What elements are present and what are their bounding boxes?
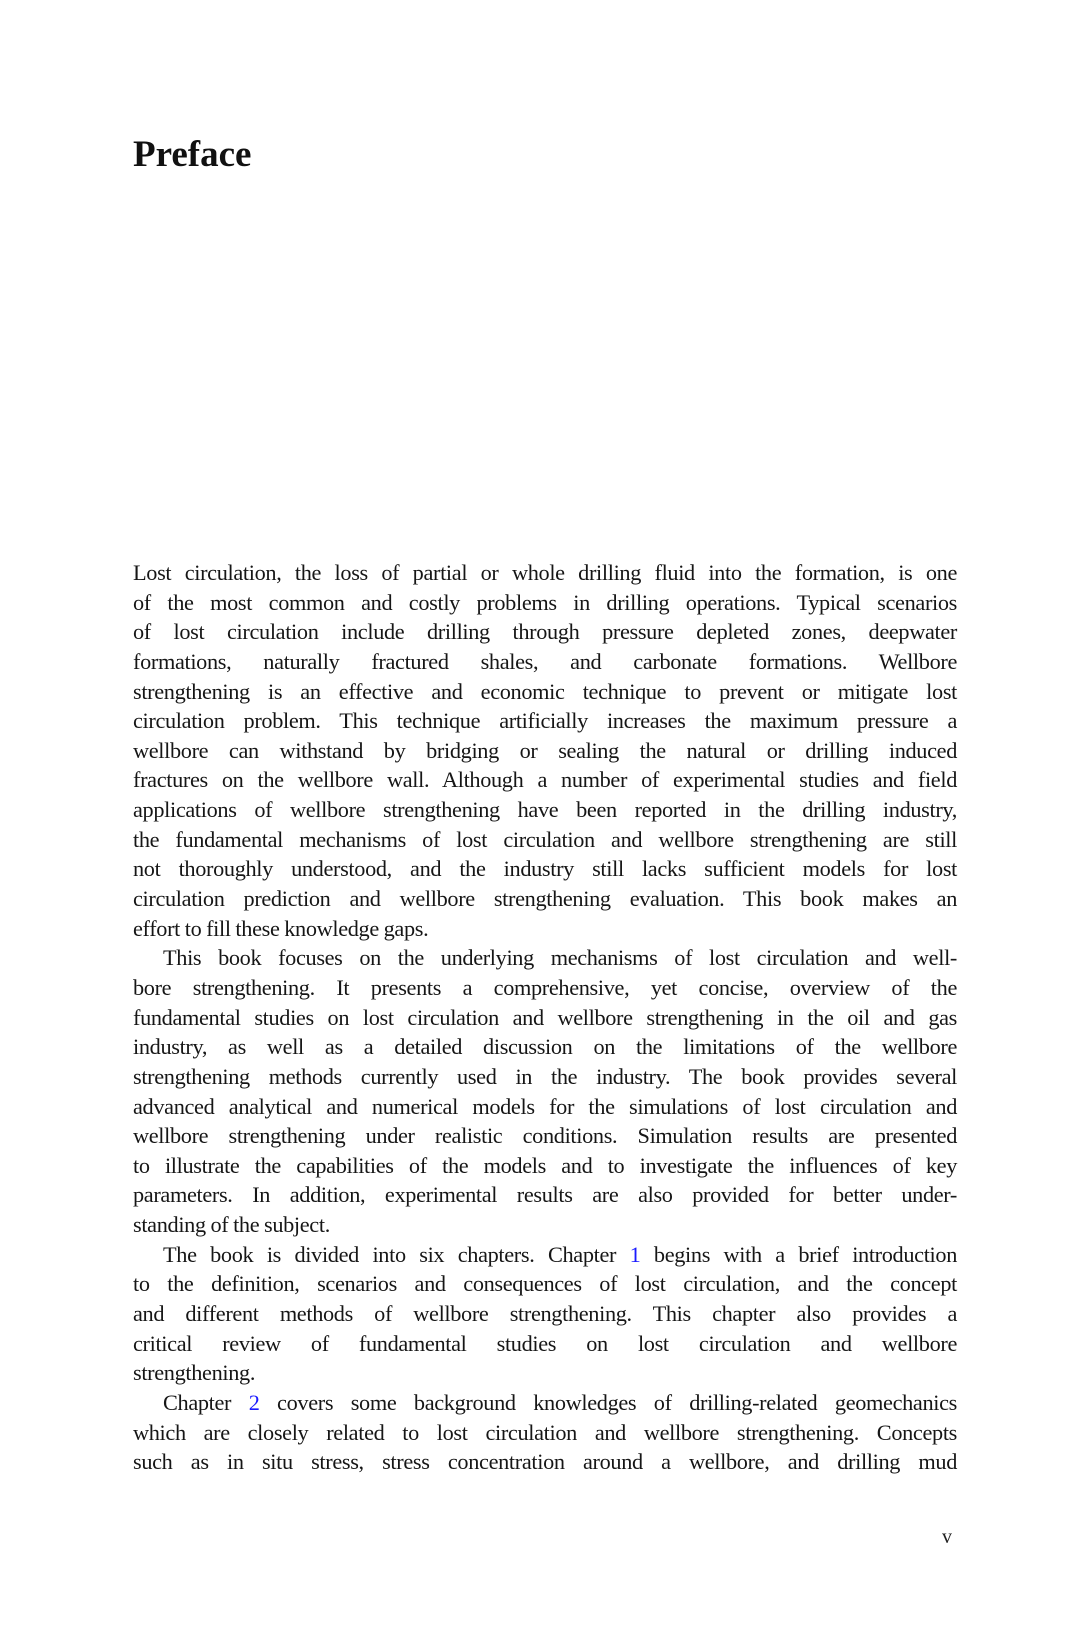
text-line: bore strengthening. It presents a comprehensive, yet concise, overview of the (133, 974, 957, 1000)
text-line: Lost circulation, the loss of partial or whole drilling fluid into the formation, is one (133, 560, 957, 585)
text-line: strengthening is an effective and economic technique to prevent or mitigate lost (133, 678, 957, 704)
text-line (133, 1388, 957, 1418)
text-line: applications of wellbore strengthening have been reported in the drilling industry, (133, 797, 957, 823)
text-line: which are closely related to lost circulation and wellbore strengthening. Concepts (133, 1419, 957, 1445)
text-line: formations, naturally fractured shales, and carbonate formations. Wellbore (133, 648, 957, 674)
text-line (133, 1240, 957, 1270)
preface-body (133, 558, 957, 1477)
text-line: fundamental studies on lost circulation and wellbore strengthening in the oil and gas (133, 1004, 957, 1030)
text-span: Chapter (163, 1389, 249, 1415)
paragraph-chapter-2 (133, 1388, 957, 1477)
paragraph-chapter-1 (133, 1240, 957, 1388)
chapter-2-link[interactable]: 2 (248, 1389, 260, 1415)
text-line: not thoroughly understood, and the industry still lacks sufficient models for lost (133, 856, 957, 882)
text-line: to illustrate the capabilities of the models and to investigate the influences of key (133, 1152, 957, 1178)
text-line: advanced analytical and numerical models for the simulations of lost circulation and (133, 1093, 957, 1119)
page-number: v (942, 1526, 952, 1548)
text-line: strengthening methods currently used in the industry. The book provides several (133, 1063, 957, 1089)
text-line: parameters. In addition, experimental results are also provided for better under- (133, 1182, 957, 1208)
text-line: to the definition, scenarios and consequences of lost circulation, and the concept (133, 1271, 957, 1297)
paragraph-intro (133, 558, 957, 943)
chapter-1-link[interactable]: 1 (629, 1241, 641, 1267)
page-title: Preface (133, 134, 252, 175)
text-line: the fundamental mechanisms of lost circulation and wellbore strengthening are still (133, 826, 957, 852)
text-line: of the most common and costly problems in drilling operations. Typical scenarios (133, 589, 957, 615)
text-line: industry, as well as a detailed discussion on the limitations of the wellbore (133, 1034, 957, 1060)
text-line: wellbore can withstand by bridging or sealing the natural or drilling induced (133, 737, 957, 763)
text-line: effort to fill these knowledge gaps. (133, 915, 429, 941)
text-line: This book focuses on the underlying mechanisms of lost circulation and well- (163, 945, 957, 971)
text-line: such as in situ stress, stress concentration around a wellbore, and drilling mud (133, 1449, 957, 1475)
text-line: standing of the subject. (133, 1212, 330, 1238)
text-line: circulation problem. This technique artificially increases the maximum pressure a (133, 708, 957, 734)
text-line: fractures on the wellbore wall. Although a number of experimental studies and field (133, 767, 957, 793)
text-line: critical review of fundamental studies on lost circulation and wellbore (133, 1330, 957, 1356)
text-line: circulation prediction and wellbore strengthening evaluation. This book makes an (133, 886, 957, 912)
text-line: strengthening. (133, 1360, 256, 1386)
text-line: wellbore strengthening under realistic conditions. Simulation results are presented (133, 1123, 957, 1149)
text-line: of lost circulation include drilling through pressure depleted zones, deepwater (133, 619, 957, 645)
text-line: and different methods of wellbore strengthening. This chapter also provides a (133, 1301, 957, 1327)
text-span: The book is divided into six chapters. Chapter (163, 1241, 630, 1267)
text-span: covers some background knowledges of drilling-related geomechanics (259, 1389, 957, 1415)
text-span: begins with a brief introduction (640, 1241, 957, 1267)
paragraph-focus (133, 943, 957, 1239)
